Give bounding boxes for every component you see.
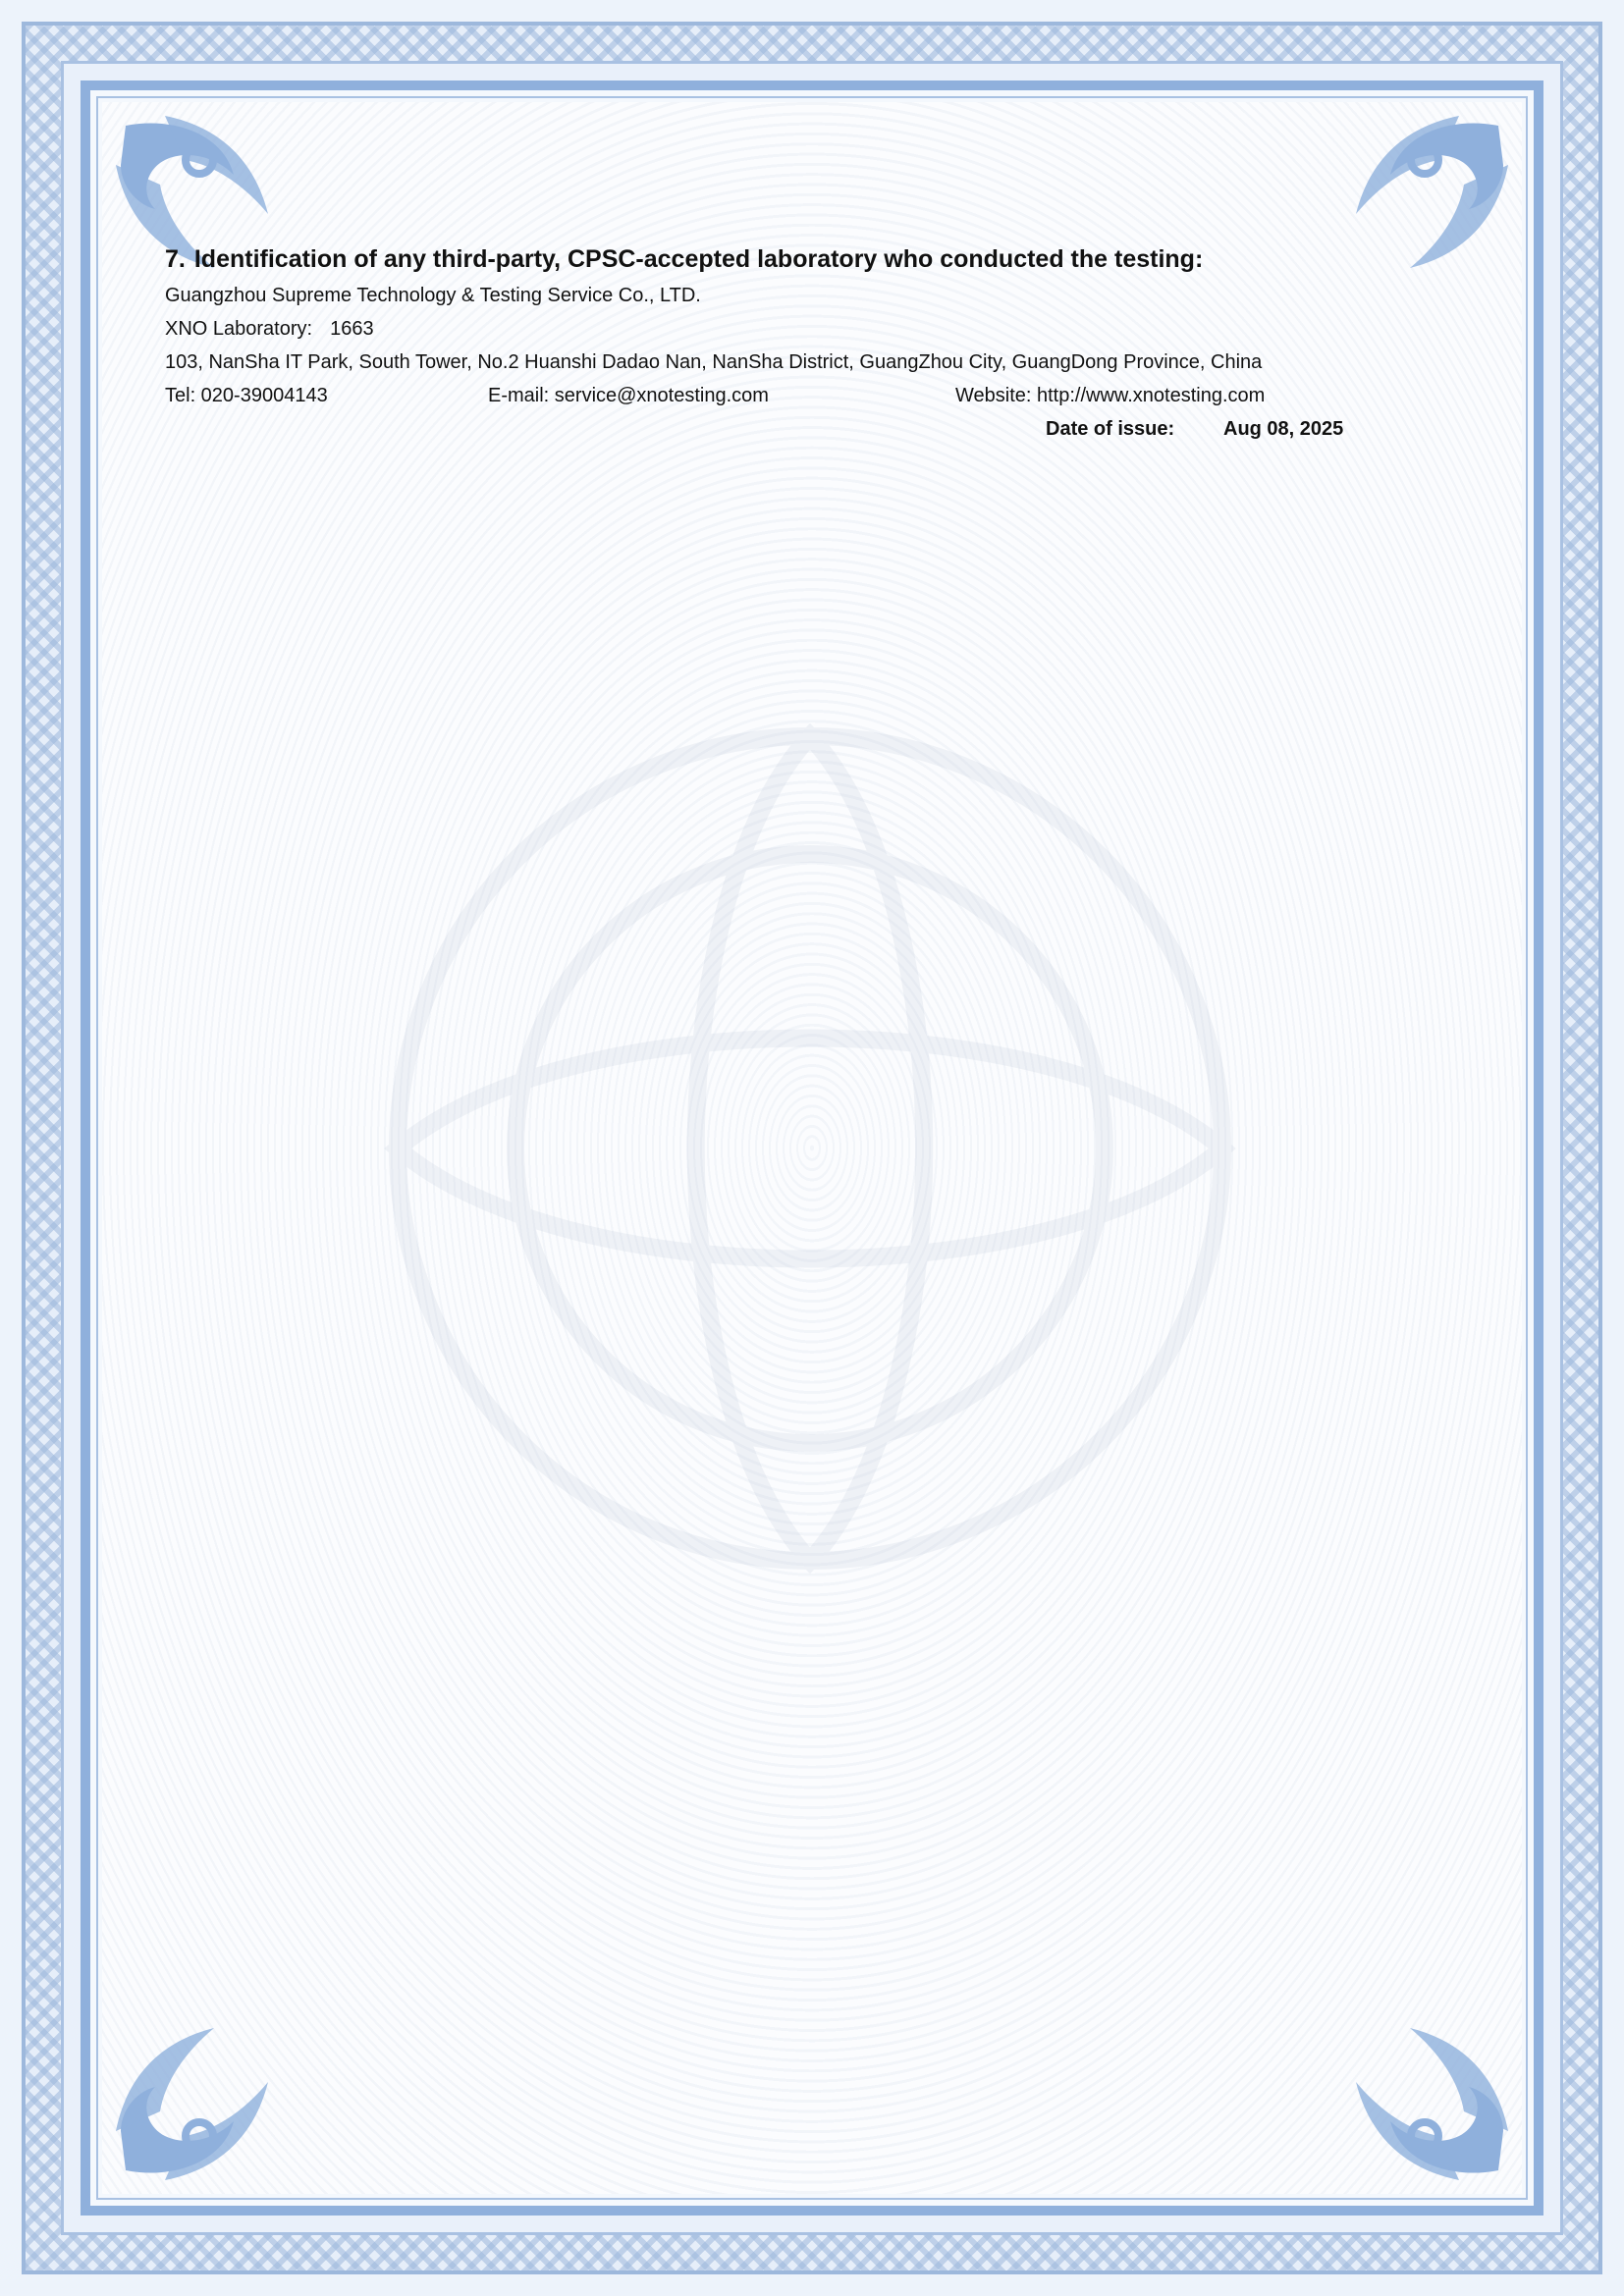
issue-date-label: Date of issue: — [1046, 418, 1175, 440]
lab-email: E-mail: service@xnotesting.com — [488, 385, 769, 406]
lab-website: Website: http://www.xnotesting.com — [955, 385, 1266, 406]
corner-ornament-top-right — [1341, 106, 1518, 283]
corner-ornament-bottom-left — [106, 2013, 283, 2190]
section-heading — [165, 240, 1363, 279]
lab-id-line — [165, 312, 1363, 346]
lab-id-label: XNO Laboratory: — [165, 318, 313, 340]
certificate-content — [165, 240, 1363, 446]
section-title: Identification of any third-party, CPSC-accepted laboratory who conducted the testing: — [193, 245, 1204, 273]
lab-id-number: 1663 — [330, 318, 374, 340]
contact-row — [165, 379, 1363, 412]
lab-company-name: Guangzhou Supreme Technology & Testing Service Co., LTD. — [165, 285, 701, 306]
issue-date-row — [165, 412, 1363, 446]
corner-ornament-bottom-right — [1341, 2013, 1518, 2190]
lab-address: 103, NanSha IT Park, South Tower, No.2 Huanshi Dadao Nan, NanSha District, GuangZhou City, GuangDong Province, China — [165, 351, 1263, 373]
watermark-emblem — [324, 510, 1296, 1787]
section-number: 7. — [165, 245, 186, 273]
lab-telephone: Tel: 020-39004143 — [165, 385, 328, 406]
issue-date-value: Aug 08, 2025 — [1223, 418, 1344, 440]
